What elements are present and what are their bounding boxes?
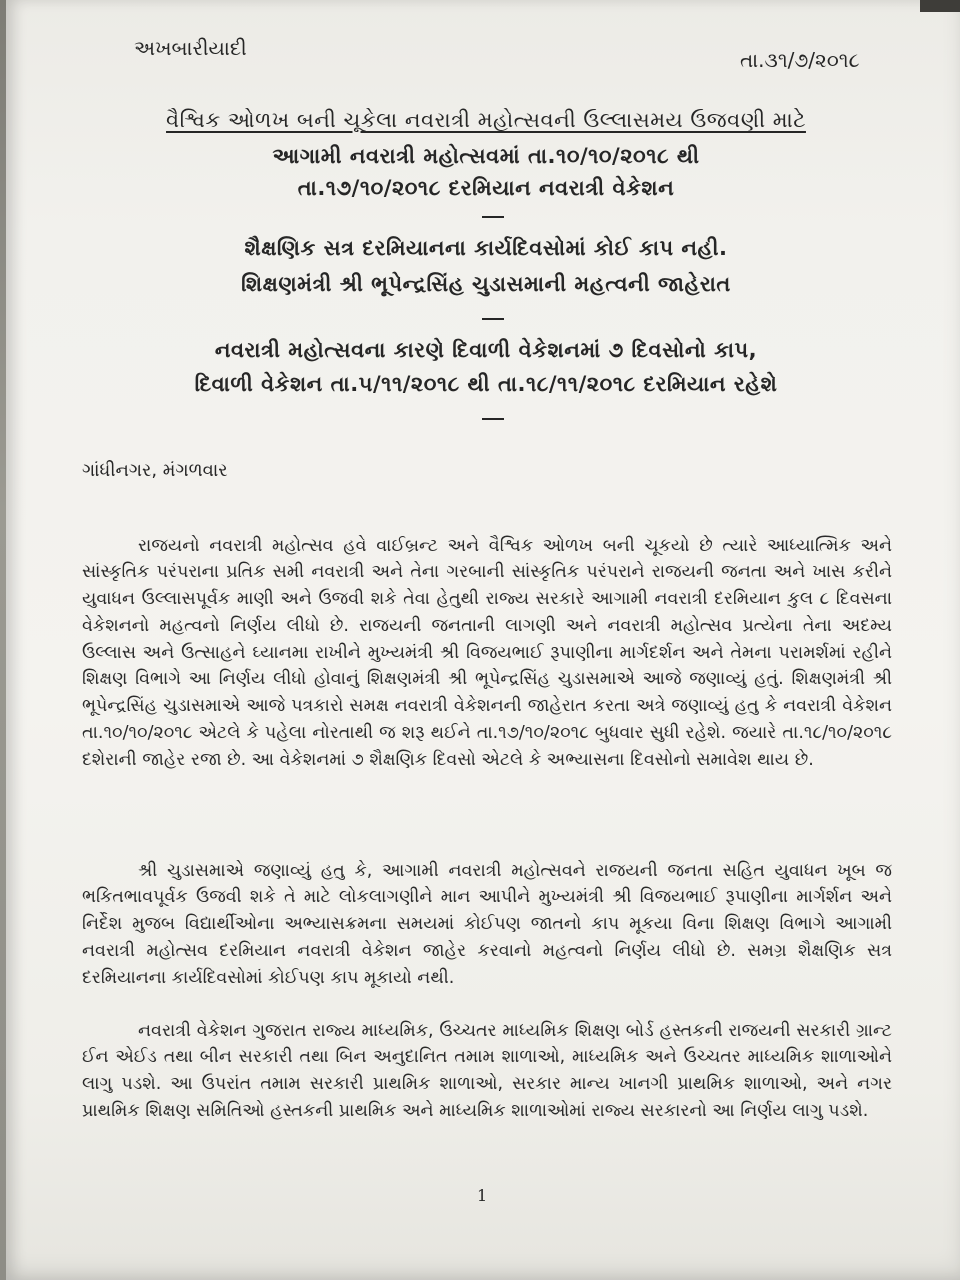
headline-line-6: નવરાત્રી મહોત્સવના કારણે દિવાળી વેકેશનમાં ૭ દિવસોનો કાપ, [214,338,758,362]
body-paragraph-1: રાજયનો નવરાત્રી મહોત્સવ હવે વાઈબ્રન્ટ અને વૈશ્વિક ઓળખ બની ચૂકયો છે ત્યારે આધ્યાત્મિક અને સાંસ્કૃતિક પરંપરાના પ્રતિક સમી નવરાત્રી અને તેના ગરબાની સાંસ્કૃતિક પરંપરાને રાજયની જનતા અને ખાસ કરીને યુવાધન ઉલ્લાસપૂર્વક માણી અને ઉજવી શકે તેવા હેતુથી રાજ્ય સરકારે આગામી નવરાત્રી દરમિયાન કુલ ૮ દિવસના વેકેશનનો મહત્વનો નિર્ણય લીધો છે. રાજયની જનતાની લાગણી અને નવરાત્રી મહોત્સવ પ્રત્યેના તેના અદમ્ય ઉલ્લાસ અને ઉત્સાહને ઘ્યાનમા રાખીને મુખ્યમંત્રી શ્રી વિજયભાઈ રૂપાણીના માર્ગદર્શન અને તેમના પરામર્શમાં રહીને શિક્ષણ વિભાગે આ નિર્ણય લીધો હોવાનું શિક્ષણમંત્રી શ્રી ભૂપેન્દ્રસિંહ ચુડાસમાએ આજે જણાવ્યું હતું. શિક્ષણમંત્રી શ્રી ભૂપેન્દ્રસિંહ ચુડાસમાએ આજે પત્રકારો સમક્ષ નવરાત્રી વેકેશનની જાહેરાત કરતા અત્રે જણાવ્યું હતુ કે નવરાત્રી વેકેશન તા.૧૦/૧૦/૨૦૧૮ એટલે કે પહેલા નોરતાથી જ શરૂ થઈને તા.૧૭/૧૦/૨૦૧૮ બુધવાર સુધી રહેશે. જયારે તા.૧૮/૧૦/૨૦૧૮ દશેરાની જાહેર રજા છે. આ વેકેશનમાં ૭ શૈક્ષણિક દિવસો એટલે કે અભ્યાસના દિવસોનો સમાવેશ થાય છે. [82,535,892,770]
release-date: તા.૩૧/૭/૨૦૧૮ [740,48,860,72]
dateline-place-day: ગાંધીનગર, મંગળવાર [82,460,228,481]
headline-separator-3 [482,418,504,420]
headline-separator-1 [482,216,504,218]
page-corner-shadow [920,0,960,12]
headline-line-4: શૈક્ષણિક સત્ર દરમિયાનના કાર્યદિવસોમાં કોઈ કાપ નહી. [244,236,728,260]
body-paragraph-3: નવરાત્રી વેકેશન ગુજરાત રાજ્ય માધ્યમિક, ઉચ્ચતર માધ્યમિક શિક્ષણ બોર્ડ હસ્તકની રાજયની સરકારી ગ્રાન્ટ ઈન એઈડ તથા બીન સરકારી તથા બિન અનુદાનિત તમામ શાળાઓ, માધ્યમિક અને ઉચ્ચતર માધ્યમિક શાળાઓને લાગુ પડશે. આ ઉપરાંત તમામ સરકારી પ્રાથમિક શાળાઓ, સરકાર માન્ય ખાનગી પ્રાથમિક શાળાઓ, અને નગર પ્રાથમિક શિક્ષણ સમિતિઓ હસ્તકની પ્રાથમિક અને માધ્યમિક શાળાઓમાં રાજ્ય સરકારનો આ નિર્ણય લાગુ પડશે. [82,1020,892,1121]
headline-separator-2 [482,318,504,320]
press-release-page [6,0,960,1280]
headline-line-2: આગામી નવરાત્રી મહોત્સવમાં તા.૧૦/૧૦/૨૦૧૮ થી [272,144,700,168]
headline-line-7: દિવાળી વેકેશન તા.૫/૧૧/૨૦૧૮ થી તા.૧૮/૧૧/૨૦૧૮ દરમિયાન રહેશે [194,372,778,396]
headline-line-1: વૈશ્વિક ઓળખ બની ચૂકેલા નવરાત્રી મહોત્સવની ઉલ્લાસમય ઉજવણી માટે [166,108,806,132]
headline-line-3: તા.૧૭/૧૦/૨૦૧૮ દરમિયાન નવરાત્રી વેકેશન [297,176,675,200]
page-number: 1 [477,1186,488,1205]
body-paragraph-2: શ્રી ચુડાસમાએ જણાવ્યું હતુ કે, આગામી નવરાત્રી મહોત્સવને રાજયની જનતા સહિત યુવાધન ખૂબ જ ભકિતભાવપૂર્વક ઉજવી શકે તે માટે લોકલાગણીને માન આપીને મુખ્યમંત્રી શ્રી વિજયભાઈ રૂપાણીના માર્ગર્શન અને નિર્દેશ મુજબ વિદ્યાર્થીઓના અભ્યાસક્રમના સમયમાં કોઈપણ જાતનો કાપ મૂકયા વિના શિક્ષણ વિભાગે આગામી નવરાત્રી મહોત્સવ દરમિયાન નવરાત્રી વેકેશન જાહેર કરવાનો મહત્વનો નિર્ણય લીધો છે. સમગ્ર શૈક્ષણિક સત્ર દરમિયાનના કાર્યદિવસોમાં કોઈપણ કાપ મૂકાયો નથી. [82,860,892,988]
press-release-label: અખબારીયાદી [134,36,247,60]
headline-line-5: શિક્ષણમંત્રી શ્રી ભૂપેન્દ્રસિંહ ચુડાસમાની મહત્વની જાહેરાત [241,272,731,296]
